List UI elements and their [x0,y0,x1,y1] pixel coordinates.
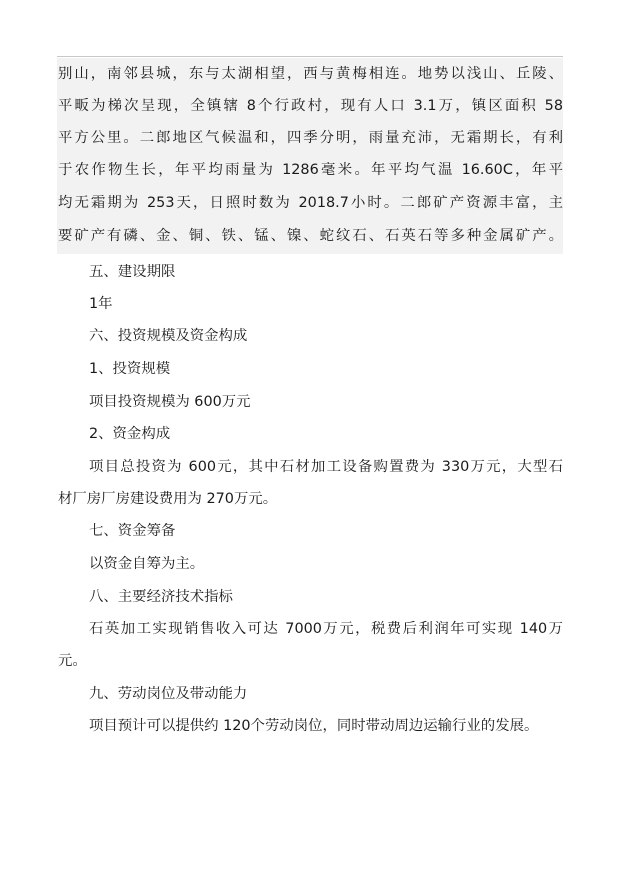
section-7-body: 以资金自筹为主。 [89,556,205,572]
section-6-heading: 六、投资规模及资金构成 [89,328,248,344]
section-6-1-heading: 1、投资规模 [89,361,171,377]
intro-line-2: 平畈为梯次呈现，全镇辖 8个行政村，现有人口 3.1万，镇区面积 58 [58,98,563,114]
section-6-2-body-line-2: 材厂房厂房建设费用为 270万元。 [58,491,278,507]
section-9-body: 项目预计可以提供约 120个劳动岗位，同时带动周边运输行业的发展。 [89,718,539,734]
section-9-heading: 九、劳动岗位及带动能力 [89,686,248,702]
section-6-2-heading: 2、资金构成 [89,426,171,442]
header-rule [57,56,563,57]
intro-line-5: 均无霜期为 253天，日照时数为 2018.7小时。二郎矿产资源丰富，主 [58,195,563,211]
intro-line-6: 要矿产有磷、金、铜、铁、锰、镍、蛇纹石、石英石等多种金属矿产。 [58,228,563,244]
intro-shaded-block [57,58,563,254]
intro-line-3: 平方公里。二郎地区气候温和，四季分明，雨量充沛，无霜期长，有利 [58,130,563,146]
section-7-heading: 七、资金筹备 [89,523,176,539]
section-8-heading: 八、主要经济技术指标 [89,589,233,605]
section-8-body-line-1: 石英加工实现销售收入可达 7000万元，税费后利润年可实现 140万 [89,621,563,637]
section-5-body: 1年 [89,296,113,312]
intro-line-1: 别山，南邻县城，东与太湖相望，西与黄梅相连。地势以浅山、丘陵、 [58,66,563,82]
section-8-body-line-2: 元。 [58,653,87,669]
intro-line-4: 于农作物生长，年平均雨量为 1286毫米。年平均气温 16.60C，年平 [58,162,563,178]
section-6-1-body: 项目投资规模为 600万元 [89,394,251,410]
section-5-heading: 五、建设期限 [89,264,176,280]
section-6-2-body-line-1: 项目总投资为 600元，其中石材加工设备购置费为 330万元，大型石 [89,459,563,475]
